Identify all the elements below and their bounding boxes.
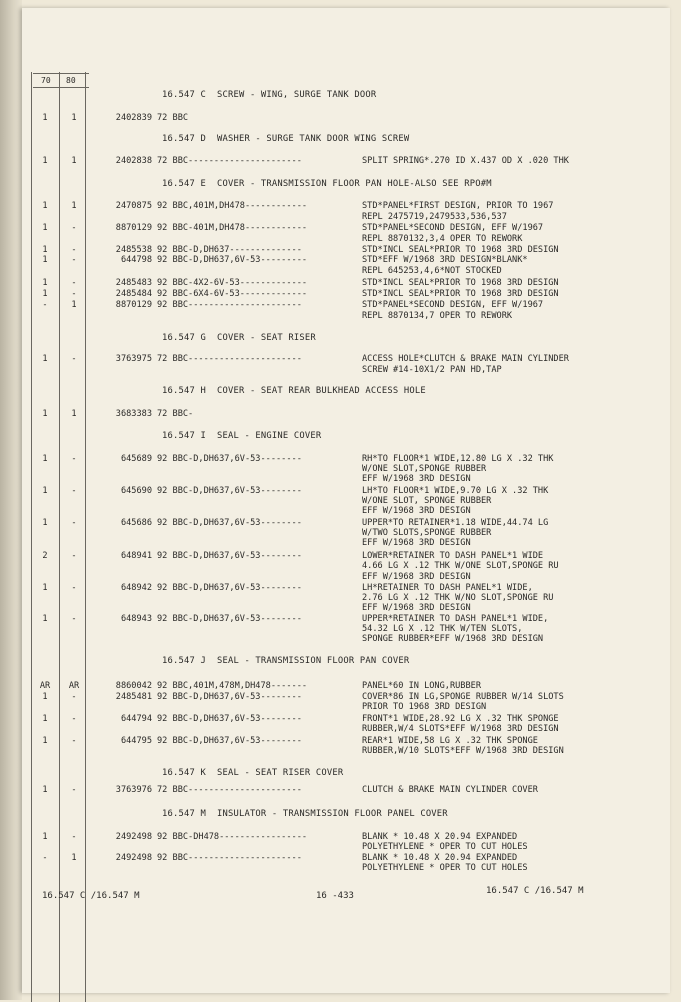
part-number: 2470875 (115, 201, 152, 211)
qty-70: 1 (42, 278, 48, 288)
section-title: 16.547 M INSULATOR - TRANSMISSION FLOOR PANEL COVER (162, 809, 448, 819)
section-title: 16.547 H COVER - SEAT REAR BULKHEAD ACCESS HOLE (162, 386, 426, 396)
part-description: STD*INCL SEAL*PRIOR TO 1968 3RD DESIGN (362, 278, 559, 288)
qty-70: 1 (42, 518, 48, 528)
qty-80: 1 (71, 853, 77, 863)
part-description: PANEL*60 IN LONG,RUBBER (362, 681, 481, 691)
qty-70: 1 (42, 113, 48, 123)
part-description: BLANK * 10.48 X 20.94 EXPANDED (362, 853, 518, 863)
model-applicability: 72 BBC---------------------- (157, 785, 302, 795)
model-applicability: 92 BBC-D,DH637,6V-53-------- (157, 736, 302, 746)
part-description: SPONGE RUBBER*EFF W/1968 3RD DESIGN (362, 634, 544, 644)
part-number: 644794 (120, 714, 152, 724)
part-number: 2485484 (115, 289, 152, 299)
section-title: 16.547 K SEAL - SEAT RISER COVER (162, 768, 344, 778)
qty-70: 1 (42, 255, 48, 265)
qty-80: - (71, 354, 77, 364)
part-number: 2485483 (115, 278, 152, 288)
part-description: SPLIT SPRING*.270 ID X.437 OD X .020 THK (362, 156, 569, 166)
qty-80: - (71, 692, 77, 702)
part-number: 648941 (120, 551, 152, 561)
qty-80: - (71, 518, 77, 528)
part-number: 8870129 (115, 300, 152, 310)
footer-left-reference: 16.547 C /16.547 M (42, 891, 140, 901)
part-description: LH*TO FLOOR*1 WIDE,9.70 LG X .32 THK (362, 486, 549, 496)
model-applicability: 92 BBC---------------------- (157, 853, 302, 863)
section-title: 16.547 G COVER - SEAT RISER (162, 333, 316, 343)
part-description: EFF W/1968 3RD DESIGN (362, 474, 471, 484)
qty-80: - (71, 714, 77, 724)
part-number: 2402838 (115, 156, 152, 166)
qty-80: - (71, 486, 77, 496)
qty-70: - (42, 853, 48, 863)
model-applicability: 92 BBC-D,DH637,6V-53-------- (157, 486, 302, 496)
qty-80: - (71, 832, 77, 842)
quantity-column-header (33, 73, 89, 88)
part-description: 2.76 LG X .12 THK W/NO SLOT,SPONGE RU (362, 593, 554, 603)
part-number: 2485538 (115, 245, 152, 255)
model-applicability: 72 BBC- (157, 409, 194, 419)
part-number: 645686 (120, 518, 152, 528)
qty-70: 1 (42, 832, 48, 842)
model-applicability: 72 BBC---------------------- (157, 156, 302, 166)
qty-70: - (42, 300, 48, 310)
qty-70: 1 (42, 409, 48, 419)
qty-80: 1 (71, 201, 77, 211)
part-description: REAR*1 WIDE,58 LG X .32 THK SPONGE (362, 736, 538, 746)
qty-80: - (71, 583, 77, 593)
qty-80: - (71, 223, 77, 233)
part-description: 54.32 LG X .12 THK W/TEN SLOTS, (362, 624, 523, 634)
part-description: W/ONE SLOT,SPONGE RUBBER (362, 464, 487, 474)
col-70-label: 70 (41, 76, 51, 85)
part-description: POLYETHYLENE * OPER TO CUT HOLES (362, 842, 528, 852)
page-number: 16 -433 (316, 891, 354, 901)
qty-70: 1 (42, 156, 48, 166)
qty-70: 1 (42, 583, 48, 593)
part-description: RUBBER,W/10 SLOTS*EFF W/1968 3RD DESIGN (362, 746, 564, 756)
qty-80: - (71, 278, 77, 288)
model-applicability: 92 BBC-DH478----------------- (157, 832, 308, 842)
part-description: EFF W/1968 3RD DESIGN (362, 538, 471, 548)
footer-right-reference: 16.547 C /16.547 M (486, 886, 584, 896)
part-description: EFF W/1968 3RD DESIGN (362, 572, 471, 582)
part-description: REPL 8870134,7 OPER TO REWORK (362, 311, 513, 321)
part-description: UPPER*RETAINER TO DASH PANEL*1 WIDE, (362, 614, 549, 624)
section-title: 16.547 C SCREW - WING, SURGE TANK DOOR (162, 90, 377, 100)
part-description: REPL 645253,4,6*NOT STOCKED (362, 266, 502, 276)
part-description: STD*PANEL*SECOND DESIGN, EFF W/1967 (362, 300, 544, 310)
col-80-label: 80 (66, 76, 76, 85)
part-number: 645689 (120, 454, 152, 464)
part-description: FRONT*1 WIDE,28.92 LG X .32 THK SPONGE (362, 714, 559, 724)
qty-80: - (71, 454, 77, 464)
qty-80: 1 (71, 300, 77, 310)
qty-70: 1 (42, 736, 48, 746)
model-applicability: 72 BBC (157, 113, 189, 123)
part-number: 2492498 (115, 832, 152, 842)
model-applicability: 72 BBC---------------------- (157, 354, 302, 364)
model-applicability: 92 BBC-D,DH637,6V-53-------- (157, 583, 302, 593)
qty-70: 1 (42, 486, 48, 496)
section-title: 16.547 D WASHER - SURGE TANK DOOR WING SCREW (162, 134, 410, 144)
model-applicability: 92 BBC---------------------- (157, 300, 302, 310)
part-number: 2485481 (115, 692, 152, 702)
model-applicability: 92 BBC-4X2-6V-53------------- (157, 278, 308, 288)
column-rule (31, 72, 32, 1002)
qty-70: 1 (42, 454, 48, 464)
part-description: REPL 8870132,3,4 OPER TO REWORK (362, 234, 523, 244)
binding-edge (0, 0, 22, 1000)
part-description: BLANK * 10.48 X 20.94 EXPANDED (362, 832, 518, 842)
qty-70: 1 (42, 785, 48, 795)
model-applicability: 92 BBC-D,DH637,6V-53-------- (157, 518, 302, 528)
qty-70: 1 (42, 614, 48, 624)
qty-80: - (71, 245, 77, 255)
model-applicability: 92 BBC,401M,DH478------------ (157, 201, 308, 211)
qty-80: - (71, 614, 77, 624)
part-number: 644798 (120, 255, 152, 265)
model-applicability: 92 BBC-401M,DH478------------ (157, 223, 308, 233)
model-applicability: 92 BBC-D,DH637-------------- (157, 245, 302, 255)
section-title: 16.547 J SEAL - TRANSMISSION FLOOR PAN COVER (162, 656, 410, 666)
part-description: EFF W/1968 3RD DESIGN (362, 603, 471, 613)
part-number: 3763976 (115, 785, 152, 795)
part-number: 2402839 (115, 113, 152, 123)
model-applicability: 92 BBC-6X4-6V-53------------- (157, 289, 308, 299)
part-description: ACCESS HOLE*CLUTCH & BRAKE MAIN CYLINDER (362, 354, 569, 364)
qty-80: - (71, 785, 77, 795)
part-description: REPL 2475719,2479533,536,537 (362, 212, 507, 222)
part-number: 2492498 (115, 853, 152, 863)
model-applicability: 92 BBC-D,DH637,6V-53-------- (157, 551, 302, 561)
model-applicability: 92 BBC,401M,478M,DH478------- (157, 681, 308, 691)
part-description: UPPER*TO RETAINER*1.18 WIDE,44.74 LG (362, 518, 549, 528)
part-description: EFF W/1968 3RD DESIGN (362, 506, 471, 516)
part-number: 648942 (120, 583, 152, 593)
qty-80: - (71, 736, 77, 746)
part-description: RUBBER,W/4 SLOTS*EFF W/1968 3RD DESIGN (362, 724, 559, 734)
qty-70: 1 (42, 714, 48, 724)
part-description: PRIOR TO 1968 3RD DESIGN (362, 702, 487, 712)
model-applicability: 92 BBC-D,DH637,6V-53-------- (157, 614, 302, 624)
part-number: 645690 (120, 486, 152, 496)
model-applicability: 92 BBC-D,DH637,6V-53--------- (157, 255, 308, 265)
qty-70: 1 (42, 354, 48, 364)
part-number: 8870129 (115, 223, 152, 233)
part-description: W/ONE SLOT, SPONGE RUBBER (362, 496, 492, 506)
part-number: 644795 (120, 736, 152, 746)
part-description: SCREW #14-10X1/2 PAN HD,TAP (362, 365, 502, 375)
part-description: POLYETHYLENE * OPER TO CUT HOLES (362, 863, 528, 873)
qty-70: 1 (42, 201, 48, 211)
qty-80: - (71, 255, 77, 265)
part-number: 3683383 (115, 409, 152, 419)
model-applicability: 92 BBC-D,DH637,6V-53-------- (157, 714, 302, 724)
part-description: CLUTCH & BRAKE MAIN CYLINDER COVER (362, 785, 538, 795)
qty-80: 1 (71, 113, 77, 123)
qty-80: - (71, 551, 77, 561)
qty-80: 1 (71, 409, 77, 419)
part-description: COVER*86 IN LG,SPONGE RUBBER W/14 SLOTS (362, 692, 564, 702)
part-description: STD*PANEL*SECOND DESIGN, EFF W/1967 (362, 223, 544, 233)
part-description: STD*EFF W/1968 3RD DESIGN*BLANK* (362, 255, 528, 265)
column-rule (59, 72, 60, 1002)
qty-80: - (71, 289, 77, 299)
qty-70: 1 (42, 289, 48, 299)
part-description: RH*TO FLOOR*1 WIDE,12.80 LG X .32 THK (362, 454, 554, 464)
qty-80: 1 (71, 156, 77, 166)
part-description: LH*RETAINER TO DASH PANEL*1 WIDE, (362, 583, 533, 593)
part-description: LOWER*RETAINER TO DASH PANEL*1 WIDE (362, 551, 544, 561)
qty-70: 1 (42, 692, 48, 702)
model-applicability: 92 BBC-D,DH637,6V-53-------- (157, 692, 302, 702)
qty-70: 2 (42, 551, 48, 561)
part-number: 648943 (120, 614, 152, 624)
model-applicability: 92 BBC-D,DH637,6V-53-------- (157, 454, 302, 464)
part-description: STD*INCL SEAL*PRIOR TO 1968 3RD DESIGN (362, 289, 559, 299)
section-title: 16.547 E COVER - TRANSMISSION FLOOR PAN HOLE-ALSO SEE RPO#M (162, 179, 492, 189)
part-description: 4.66 LG X .12 THK W/ONE SLOT,SPONGE RU (362, 561, 559, 571)
part-number: 3763975 (115, 354, 152, 364)
qty-70: 1 (42, 245, 48, 255)
part-description: STD*PANEL*FIRST DESIGN, PRIOR TO 1967 (362, 201, 554, 211)
part-number: 8860042 (115, 681, 152, 691)
part-description: W/TWO SLOTS,SPONGE RUBBER (362, 528, 492, 538)
qty-70: 1 (42, 223, 48, 233)
qty-80: AR (68, 681, 80, 691)
part-description: STD*INCL SEAL*PRIOR TO 1968 3RD DESIGN (362, 245, 559, 255)
qty-70: AR (39, 681, 51, 691)
section-title: 16.547 I SEAL - ENGINE COVER (162, 431, 322, 441)
